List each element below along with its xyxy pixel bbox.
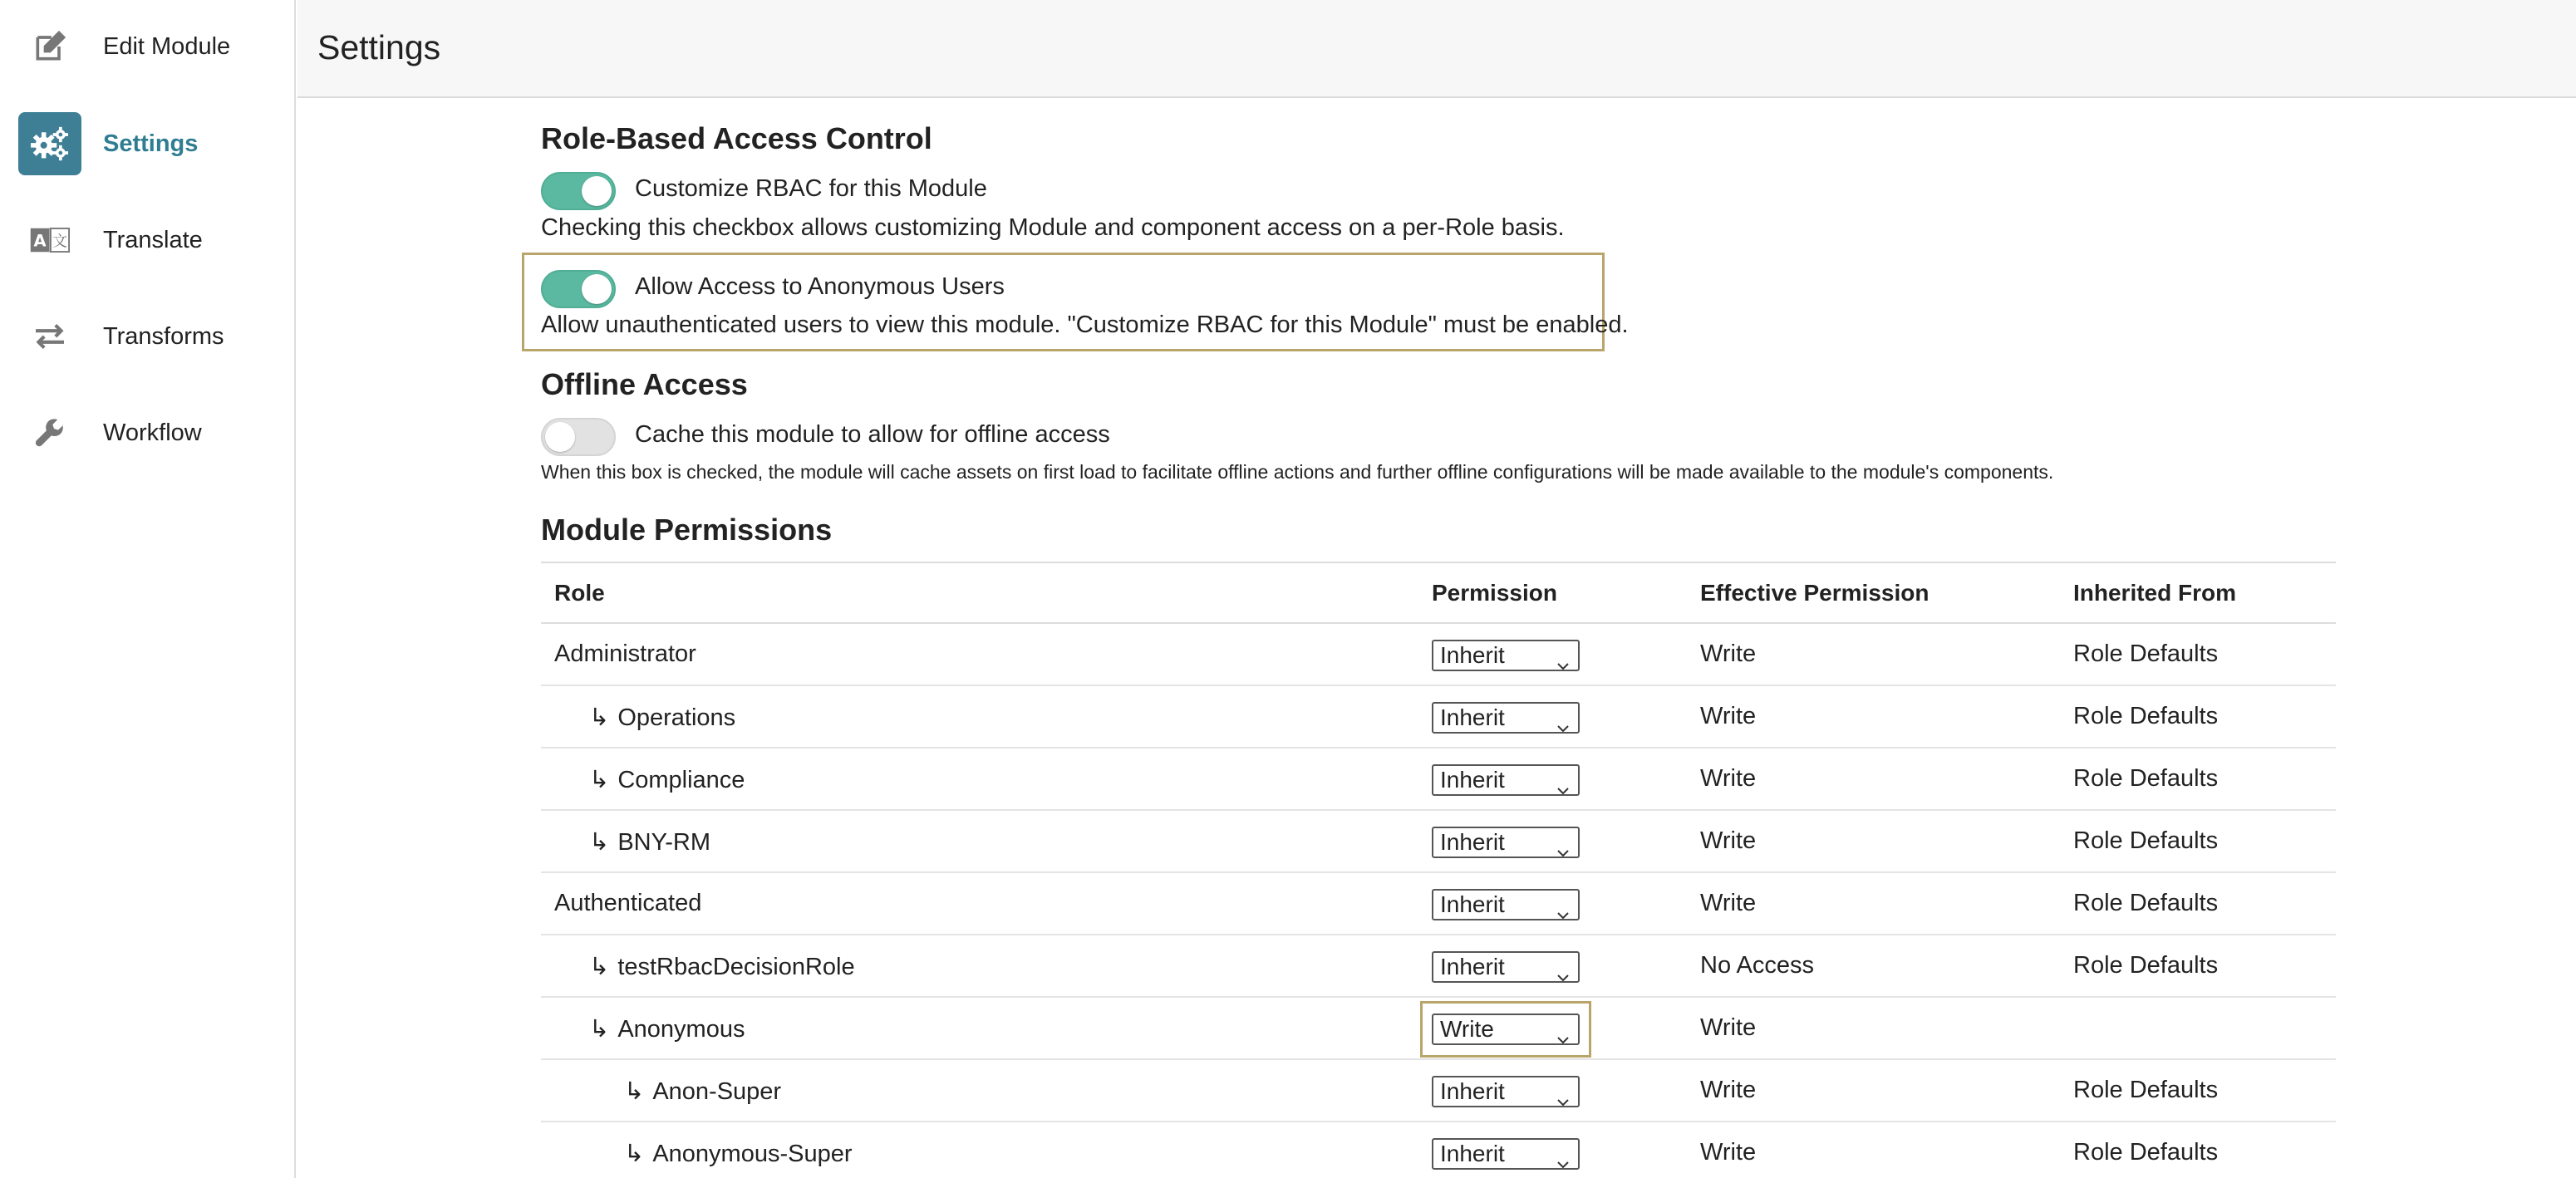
- table-row: [541, 935, 2336, 998]
- column-header-effective: Effective Permission: [1700, 580, 1930, 606]
- permission-select[interactable]: [1432, 1138, 1580, 1170]
- sidebar: [0, 0, 296, 1178]
- customize-rbac-toggle[interactable]: [541, 172, 616, 210]
- effective-permission-cell: No Access: [1700, 952, 1814, 979]
- inherited-from-cell: Role Defaults: [2073, 765, 2219, 792]
- chevron-down-icon: [1556, 1023, 1570, 1052]
- child-arrow-icon: ↳: [589, 829, 610, 856]
- effective-permission-cell: Write: [1700, 890, 1757, 916]
- inherited-from-cell: Role Defaults: [2073, 827, 2219, 854]
- offline-cache-label: Cache this module to allow for offline access: [635, 421, 1110, 448]
- role-cell: [554, 890, 701, 917]
- role-name: Anonymous: [617, 1016, 745, 1043]
- wrench-icon: [18, 401, 81, 464]
- sidebar-item-edit-module[interactable]: [18, 15, 284, 78]
- edit-icon: [18, 15, 81, 78]
- inherited-from-cell: Role Defaults: [2073, 890, 2219, 916]
- role-name: BNY-RM: [617, 829, 711, 856]
- chevron-down-icon: [1556, 837, 1570, 865]
- column-header-role: Role: [554, 580, 605, 606]
- child-arrow-icon: ↳: [589, 954, 610, 980]
- sidebar-item-label: Settings: [103, 130, 199, 157]
- table-row: [541, 686, 2336, 749]
- chevron-down-icon: [1556, 1086, 1570, 1114]
- permission-select[interactable]: [1432, 640, 1580, 671]
- transform-arrows-icon: [18, 305, 81, 368]
- chevron-down-icon: [1556, 774, 1570, 803]
- sidebar-item-translate[interactable]: [18, 209, 284, 272]
- role-cell: [589, 1014, 745, 1043]
- customize-rbac-description: Checking this checkbox allows customizing Module and component access on a per-Role basis.: [541, 214, 1565, 241]
- column-header-permission: Permission: [1432, 580, 1557, 606]
- role-cell: [589, 765, 745, 794]
- anonymous-access-toggle[interactable]: [541, 270, 616, 308]
- inherited-from-cell: Role Defaults: [2073, 952, 2219, 979]
- permission-select[interactable]: [1432, 827, 1580, 858]
- permission-select-value: Inherit: [1440, 1078, 1505, 1104]
- permission-select[interactable]: [1432, 951, 1580, 983]
- child-arrow-icon: ↳: [624, 1078, 645, 1105]
- role-cell: [589, 827, 710, 857]
- permission-select-value: Inherit: [1440, 642, 1505, 668]
- permission-select[interactable]: [1432, 764, 1580, 796]
- role-name: Anonymous-Super: [652, 1141, 853, 1167]
- effective-permission-cell: Write: [1700, 641, 1757, 667]
- child-arrow-icon: ↳: [589, 704, 610, 731]
- column-header-inherited: Inherited From: [2073, 580, 2237, 606]
- chevron-down-icon: [1556, 961, 1570, 989]
- svg-text:文: 文: [52, 233, 67, 251]
- role-cell: [589, 703, 735, 732]
- effective-permission-cell: Write: [1700, 1077, 1757, 1103]
- permission-select-value: Write: [1440, 1016, 1494, 1042]
- table-body: [541, 624, 2336, 1178]
- page-title: Settings: [317, 28, 441, 66]
- rbac-section-title: Role-Based Access Control: [541, 121, 932, 155]
- sidebar-item-label: Edit Module: [103, 32, 231, 60]
- page-header: [297, 0, 2576, 98]
- inherited-from-cell: Role Defaults: [2073, 1077, 2219, 1103]
- effective-permission-cell: Write: [1700, 827, 1757, 854]
- table-header: [541, 562, 2336, 624]
- role-name: Operations: [617, 704, 736, 731]
- inherited-from-cell: Role Defaults: [2073, 1139, 2219, 1166]
- anonymous-access-description: Allow unauthenticated users to view this module. "Customize RBAC for this Module" must be enabled.: [541, 312, 1629, 338]
- child-arrow-icon: ↳: [589, 767, 610, 793]
- permission-select[interactable]: [1432, 1014, 1580, 1045]
- sidebar-item-label: Transforms: [103, 322, 224, 350]
- child-arrow-icon: ↳: [624, 1141, 645, 1167]
- table-row: [541, 811, 2336, 873]
- table-row: [541, 873, 2336, 935]
- table-row: [541, 624, 2336, 686]
- toggle-knob: [545, 422, 575, 452]
- table-row: [541, 749, 2336, 811]
- role-name: Administrator: [554, 641, 696, 667]
- sidebar-item-label: Workflow: [103, 419, 202, 446]
- permission-select-value: Inherit: [1440, 954, 1505, 979]
- sidebar-item-transforms[interactable]: [18, 305, 284, 368]
- child-arrow-icon: ↳: [589, 1016, 610, 1043]
- permissions-table: [541, 562, 2336, 1178]
- toggle-knob: [582, 274, 612, 304]
- svg-text:A: A: [33, 231, 47, 251]
- table-row: [541, 1060, 2336, 1122]
- sidebar-item-workflow[interactable]: [18, 401, 284, 464]
- anonymous-access-label: Allow Access to Anonymous Users: [635, 273, 1005, 300]
- chevron-down-icon: [1556, 650, 1570, 678]
- inherited-from-cell: Role Defaults: [2073, 703, 2219, 729]
- table-row: [541, 1122, 2336, 1178]
- role-cell: [624, 1139, 853, 1168]
- table-row: [541, 998, 2336, 1060]
- offline-cache-toggle[interactable]: [541, 418, 616, 456]
- inherited-from-cell: Role Defaults: [2073, 641, 2219, 667]
- chevron-down-icon: [1556, 712, 1570, 740]
- customize-rbac-label: Customize RBAC for this Module: [635, 175, 987, 202]
- permission-select-value: Inherit: [1440, 829, 1505, 855]
- permissions-section-title: Module Permissions: [541, 513, 833, 547]
- permission-select[interactable]: [1432, 702, 1580, 734]
- offline-cache-description: When this box is checked, the module will cache assets on first load to facilitate offline actions and further offline configurations will be made available to the module's components.: [541, 461, 2054, 483]
- effective-permission-cell: Write: [1700, 703, 1757, 729]
- role-cell: [589, 952, 855, 981]
- toggle-knob: [582, 176, 612, 206]
- chevron-down-icon: [1556, 899, 1570, 927]
- role-name: Compliance: [617, 767, 745, 793]
- permission-select-value: Inherit: [1440, 704, 1505, 730]
- effective-permission-cell: Write: [1700, 1014, 1757, 1041]
- permission-select-value: Inherit: [1440, 767, 1505, 793]
- permission-select[interactable]: [1432, 889, 1580, 920]
- sidebar-item-label: Translate: [103, 226, 203, 253]
- role-cell: [624, 1077, 781, 1106]
- permission-select-value: Inherit: [1440, 1141, 1505, 1166]
- role-name: Anon-Super: [652, 1078, 782, 1105]
- permission-select-value: Inherit: [1440, 891, 1505, 917]
- offline-section-title: Offline Access: [541, 367, 748, 401]
- role-name: testRbacDecisionRole: [617, 954, 855, 980]
- permission-select[interactable]: [1432, 1076, 1580, 1107]
- effective-permission-cell: Write: [1700, 1139, 1757, 1166]
- translate-icon: [18, 209, 81, 272]
- effective-permission-cell: Write: [1700, 765, 1757, 792]
- sidebar-item-settings[interactable]: [18, 112, 284, 175]
- chevron-down-icon: [1556, 1148, 1570, 1176]
- role-name: Authenticated: [554, 890, 702, 916]
- gears-icon: [18, 112, 81, 175]
- role-cell: [554, 641, 696, 668]
